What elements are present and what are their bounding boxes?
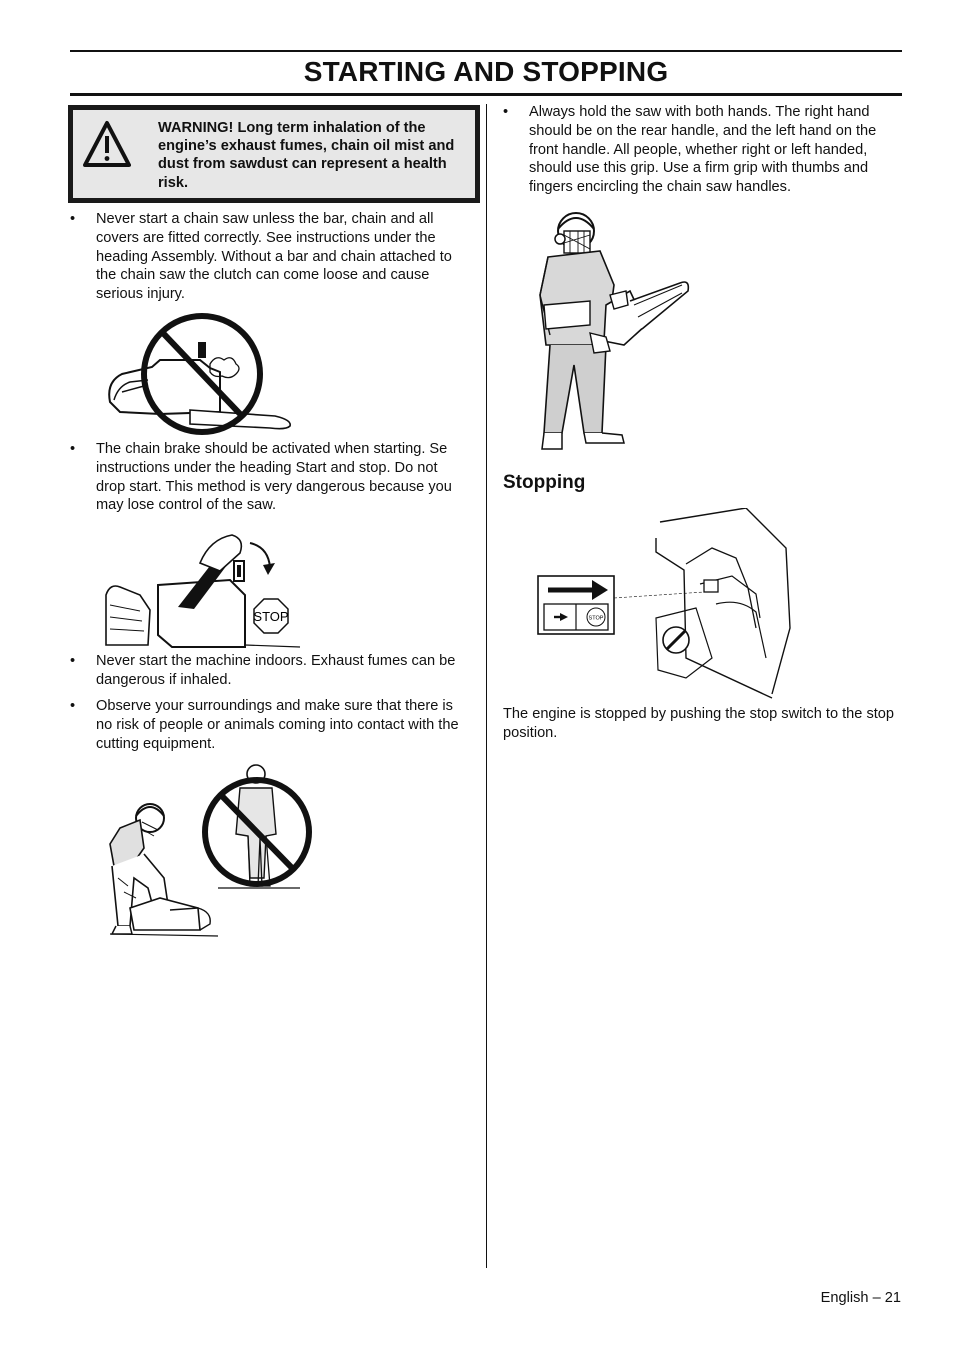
two-hand-grip-illustration [530,205,695,465]
stopping-heading: Stopping [503,472,586,493]
bullet-text: The chain brake should be activated when starting. Se instructions under the heading Start and stop. Do not drop start. This method is very dangerous because you may lose control of the saw. [96,441,452,514]
bullet-text: Observe your surroundings and make sure that there is no risk of people or animals coming into contact with the cutting equipment. [96,698,459,752]
column-divider [486,104,487,1268]
bullet-text: Never start the machine indoors. Exhaust fumes can be dangerous if inhaled. [96,653,456,688]
bystander-prohibited-illustration [100,758,315,940]
stopping-text: The engine is stopped by pushing the stop switch to the stop position. [503,706,895,741]
page-footer: English – 21 [820,1290,901,1306]
page-title: STARTING AND STOPPING [303,56,669,87]
warning-text: WARNING! Long term inhalation of the engine’s exhaust fumes, chain oil mist and dust from sawdust can represent a health risk. [158,120,455,191]
no-bar-prohibited-illustration [100,312,300,437]
stop-switch-label: STOP [588,615,604,622]
warning-box [68,105,480,203]
stop-switch-illustration [536,508,796,703]
stop-sign-label: STOP [253,609,289,624]
bullet-text: Never start a chain saw unless the bar, chain and all covers are fitted correctly. See instructions under the heading Assembly. Without a bar and chain attached to the chain saw the clutch can come loose and cause serious injury. [96,211,452,303]
header-bottom-rule [70,93,902,96]
bullet-text: Always hold the saw with both hands. The right hand should be on the rear handle, and the left hand on the front handle. All people, whether right or left handed, should use this grip. Use a firm grip with thumbs and fingers encircling the chain saw handles. [529,104,877,196]
chain-brake-start-illustration [100,525,305,650]
header-top-rule [70,50,902,52]
warning-triangle-icon [83,120,131,168]
